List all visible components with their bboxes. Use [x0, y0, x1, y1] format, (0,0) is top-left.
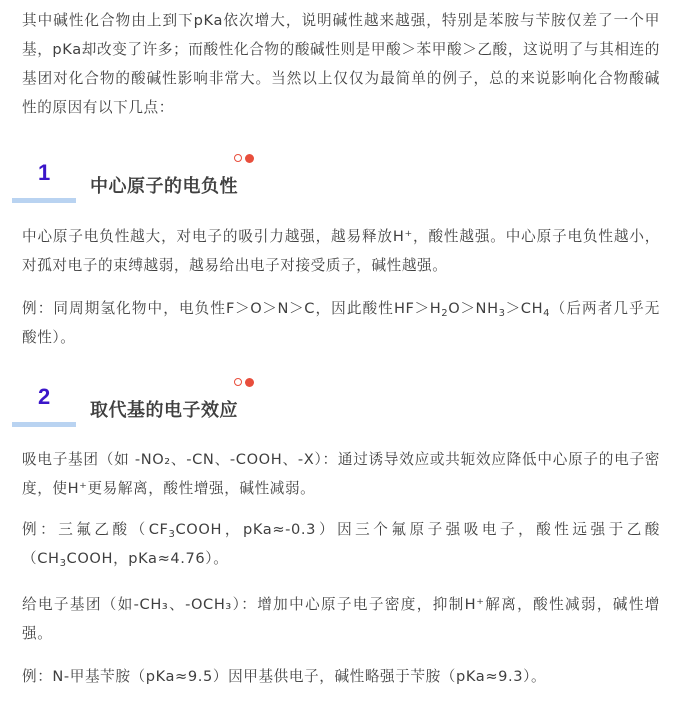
section-2-example-1: 例：三氟乙酸（$CF_3COOH$，pKa≈-0.3）因三个氟原子强吸电子，酸性远强于乙酸（$CH_3COOH$，pKa≈4.76）。: [22, 521, 660, 569]
section-2-number: 2: [38, 384, 51, 409]
decorative-dots-icon: [234, 378, 258, 388]
section-2-underline: [12, 422, 76, 427]
section-2-example-2: 例：N-甲基苄胺（pKa≈9.5）因甲基供电子，碱性略强于苄胺（pKa≈9.3）。: [22, 668, 547, 685]
section-1-header: [12, 154, 312, 214]
section-2-paragraph-withdrawing: 吸电子基团（如 -NO₂、-CN、-COOH、-X）：通过诱导效应或共轭效应降低中心原子的电子密度，使H⁺更易解离，酸性增强，碱性减弱。: [22, 451, 660, 497]
section-1-paragraph: 中心原子电负性越大，对电子的吸引力越强，越易释放H⁺，酸性越强。中心原子电负性越小，对孤对电子的束缚越弱，越易给出电子对接受质子，碱性越强。: [22, 228, 660, 274]
decorative-dots-icon: [234, 154, 258, 164]
section-1-example: 例：同周期氢化物中，电负性F＞O＞N＞C，因此酸性$HF>H_2O>NH_3>CH_4$（后两者几乎无酸性）。: [22, 300, 660, 346]
section-1-title: 中心原子的电负性: [90, 176, 238, 197]
section-1-underline: [12, 198, 76, 203]
section-2-paragraph-donating: 给电子基团（如-CH₃、-OCH₃）：增加中心原子电子密度，抑制H⁺解离，酸性减弱，碱性增强。: [22, 596, 660, 642]
intro-paragraph: 其中碱性化合物由上到下pKa依次增大，说明碱性越来越强，特别是苯胺与苄胺仅差了一个甲基，pKa却改变了许多；而酸性化合物的酸碱性则是甲酸＞苯甲酸＞乙酸，这说明了与其相连的基团对化合物的酸碱性影响非常大。当然以上仅仅为最简单的例子，总的来说影响化合物酸碱性的原因有以下几点：: [22, 12, 660, 116]
section-1-number: 1: [38, 160, 51, 185]
section-2-title: 取代基的电子效应: [90, 400, 238, 421]
section-2-header: [12, 378, 312, 438]
